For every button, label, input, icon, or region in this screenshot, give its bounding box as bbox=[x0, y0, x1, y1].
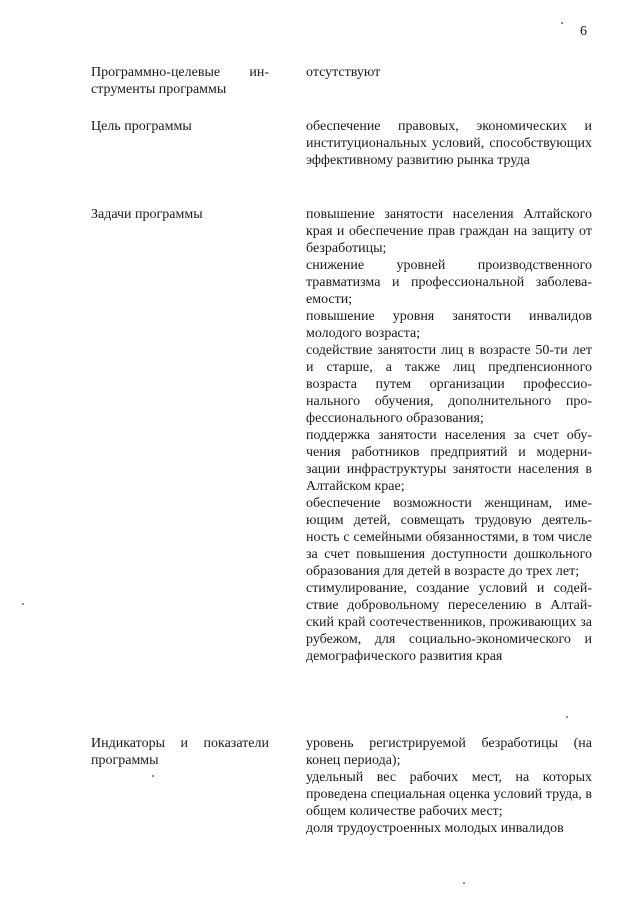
row-value bbox=[306, 206, 592, 665]
value-paragraph: доля трудоустроенных молодых инвалидов bbox=[306, 821, 564, 836]
value-paragraph: отсутствуют bbox=[306, 65, 381, 80]
value-paragraph: поддержка занятости населения за счет обучения работников предприятий и модернизации инфраструктуры занятости населения в Алтайском крае; bbox=[306, 428, 592, 494]
value-paragraph: стимулирование, создание условий и содействие добровольному переселению в Алтайский край соотечественников, проживающих за рубежом, для социально-экономического и демографического развития края bbox=[306, 581, 592, 664]
value-paragraph: повышение уровня занятости инвалидов молодого возраста; bbox=[306, 309, 592, 341]
page-number: 6 bbox=[580, 24, 587, 39]
row-value bbox=[306, 118, 592, 169]
row-label bbox=[91, 735, 269, 769]
label-text: Программно-целевые инструменты программы bbox=[91, 65, 269, 97]
row-value bbox=[306, 64, 592, 81]
value-paragraph: содействие занятости лиц в возрасте 50-ти лет и старше, а также лиц предпенсионного возраста путем организации профессионального обучения, дополнительного профессионального образования; bbox=[306, 343, 592, 426]
value-paragraph: обеспечение возможности женщинам, имеющим детей, совмещать трудовую деятельность с семейными обязанностями, в том числе за счет повышения доступности дошкольного образования для детей в возрасте до трех лет; bbox=[306, 496, 592, 579]
row-value bbox=[306, 735, 592, 837]
value-paragraph: снижение уровней производственного травматизма и профессиональной заболеваемости; bbox=[306, 258, 592, 307]
row-label bbox=[91, 64, 269, 98]
label-text: Цель программы bbox=[91, 119, 192, 134]
row-label bbox=[91, 118, 269, 135]
value-paragraph: повышение занятости населения Алтайского края и обеспечение прав граждан на защиту от безработицы; bbox=[306, 207, 592, 256]
value-paragraph: обеспечение правовых, экономических и институциональных условий, способствующих эффективному развитию рынка труда bbox=[306, 119, 592, 168]
scan-speck bbox=[566, 716, 568, 718]
scan-speck bbox=[463, 882, 465, 884]
value-paragraph: уровень регистрируемой безработицы (на конец периода); bbox=[306, 736, 592, 768]
scan-speck bbox=[152, 775, 154, 777]
label-text: Индикаторы и показатели программы bbox=[91, 736, 269, 768]
label-text: Задачи программы bbox=[91, 207, 203, 222]
scan-speck bbox=[561, 22, 563, 24]
row-label bbox=[91, 206, 269, 223]
scan-speck bbox=[22, 603, 24, 605]
value-paragraph: удельный вес рабочих мест, на которых проведена специальная оценка условий труда, в общем количестве рабочих мест; bbox=[306, 770, 592, 819]
